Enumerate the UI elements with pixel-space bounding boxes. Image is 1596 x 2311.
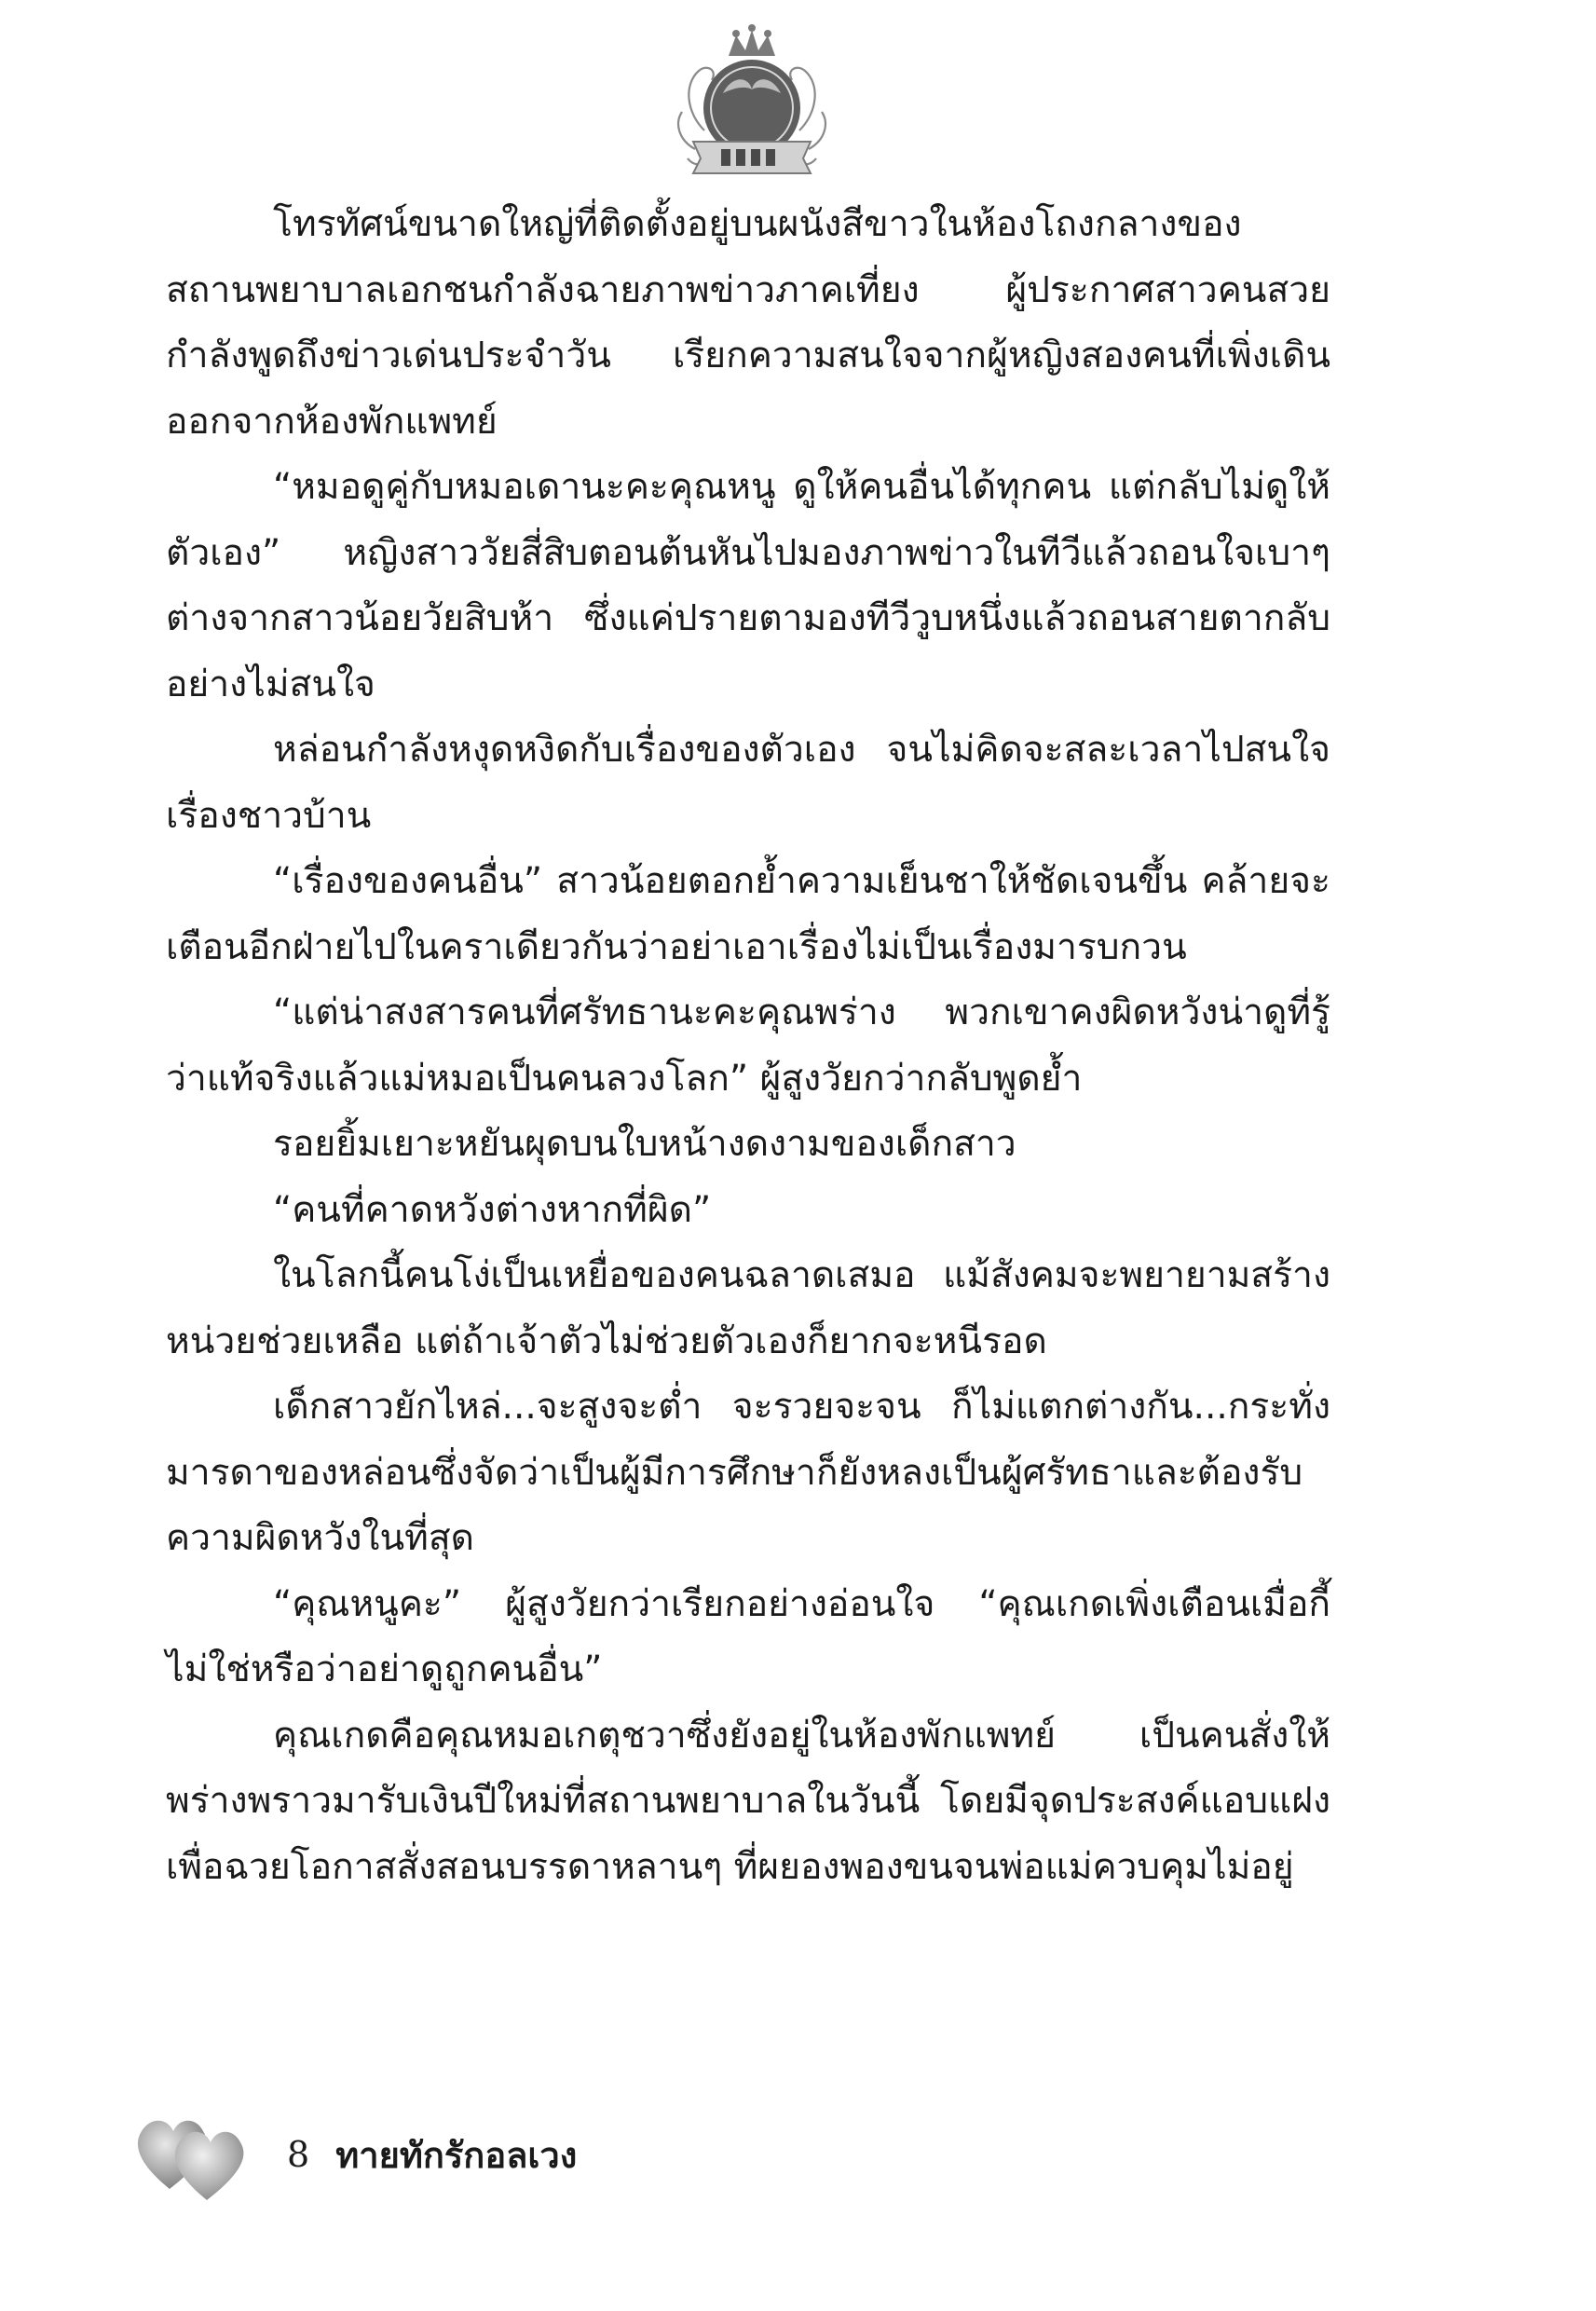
paragraph-9: เด็กสาวยักไหล่...จะสูงจะต่ำ จะรวยจะจน ก็ไม่แตกต่างกัน...กระทั่งมารดาของหล่อนซึ่งจัดว่าเป็นผู้มีการศึกษาก็ยังหลงเป็นผู้ศรัทธาและต้องรับความผิดหวังในที่สุด xyxy=(166,1386,1330,1559)
page-footer xyxy=(130,2099,577,2210)
hearts-icon xyxy=(130,2103,252,2206)
paragraph-10: “คุณหนูคะ” ผู้สูงวัยกว่าเรียกอย่างอ่อนใจ “คุณเกดเพิ่งเตือนเมื่อกี้ไม่ใช่หรือว่าอย่าดูถูกคนอื่น” xyxy=(166,1582,1330,1690)
paragraph-6: รอยยิ้มเยาะหยันผุดบนใบหน้างดงามของเด็กสาว xyxy=(273,1123,1016,1165)
paragraph-5: “แต่น่าสงสารคนที่ศรัทธานะคะคุณพร่าง พวกเขาคงผิดหวังน่าดูที่รู้ว่าแท้จริงแล้วแม่หมอเป็นคนลวงโลก” ผู้สูงวัยกว่ากลับพูดย้ำ xyxy=(166,991,1330,1100)
publisher-logo xyxy=(667,19,837,186)
ornamental-crest-icon xyxy=(667,19,837,186)
paragraph-11: คุณเกดคือคุณหมอเกตุชวาซึ่งยังอยู่ในห้องพักแพทย์ เป็นคนสั่งให้พร่างพราวมารับเงินปีใหม่ที่สถานพยาบาลในวันนี้ โดยมีจุดประสงค์แอบแฝงเพื่อฉวยโอกาสสั่งสอนบรรดาหลานๆ ที่ผยองพองขนจนพ่อแม่ควบคุมไม่อยู่ xyxy=(166,1714,1330,1888)
book-title: ทายทักรักอลเวง xyxy=(335,2134,578,2176)
paragraph-7: “คนที่คาดหวังต่างหากที่ผิด” xyxy=(273,1188,712,1231)
story-text xyxy=(166,192,1330,1900)
paragraph-1: โทรทัศน์ขนาดใหญ่ที่ติดตั้งอยู่บนผนังสีขาวในห้องโถงกลางของสถานพยาบาลเอกชนกำลังฉายภาพข่าวภาคเที่ยง ผู้ประกาศสาวคนสวยกำลังพูดถึงข่าวเด่นประจำวัน เรียกความสนใจจากผู้หญิงสองคนที่เพิ่งเดินออกจากห้องพักแพทย์ xyxy=(166,203,1330,443)
paragraph-4: “เรื่องของคนอื่น” สาวน้อยตอกย้ำความเย็นชาให้ชัดเจนขึ้น คล้ายจะเตือนอีกฝ่ายไปในคราเดียวกันว่าอย่าเอาเรื่องไม่เป็นเรื่องมารบกวน xyxy=(166,860,1330,968)
page-number: 8 xyxy=(287,2134,310,2175)
paragraph-3: หล่อนกำลังหงุดหงิดกับเรื่องของตัวเอง จนไม่คิดจะสละเวลาไปสนใจเรื่องชาวบ้าน xyxy=(166,729,1330,837)
paragraph-2: “หมอดูคู่กับหมอเดานะคะคุณหนู ดูให้คนอื่นได้ทุกคน แต่กลับไม่ดูให้ตัวเอง” หญิงสาววัยสี่สิบตอนต้นหันไปมองภาพข่าวในทีวีแล้วถอนใจเบาๆ ต่างจากสาวน้อยวัยสิบห้า ซึ่งแค่ปรายตามองทีวีวูบหนึ่งแล้วถอนสายตากลับอย่างไม่สนใจ xyxy=(166,466,1330,705)
paragraph-8: ในโลกนี้คนโง่เป็นเหยื่อของคนฉลาดเสมอ แม้สังคมจะพยายามสร้างหน่วยช่วยเหลือ แต่ถ้าเจ้าตัวไม่ช่วยตัวเองก็ยากจะหนีรอด xyxy=(166,1254,1330,1362)
